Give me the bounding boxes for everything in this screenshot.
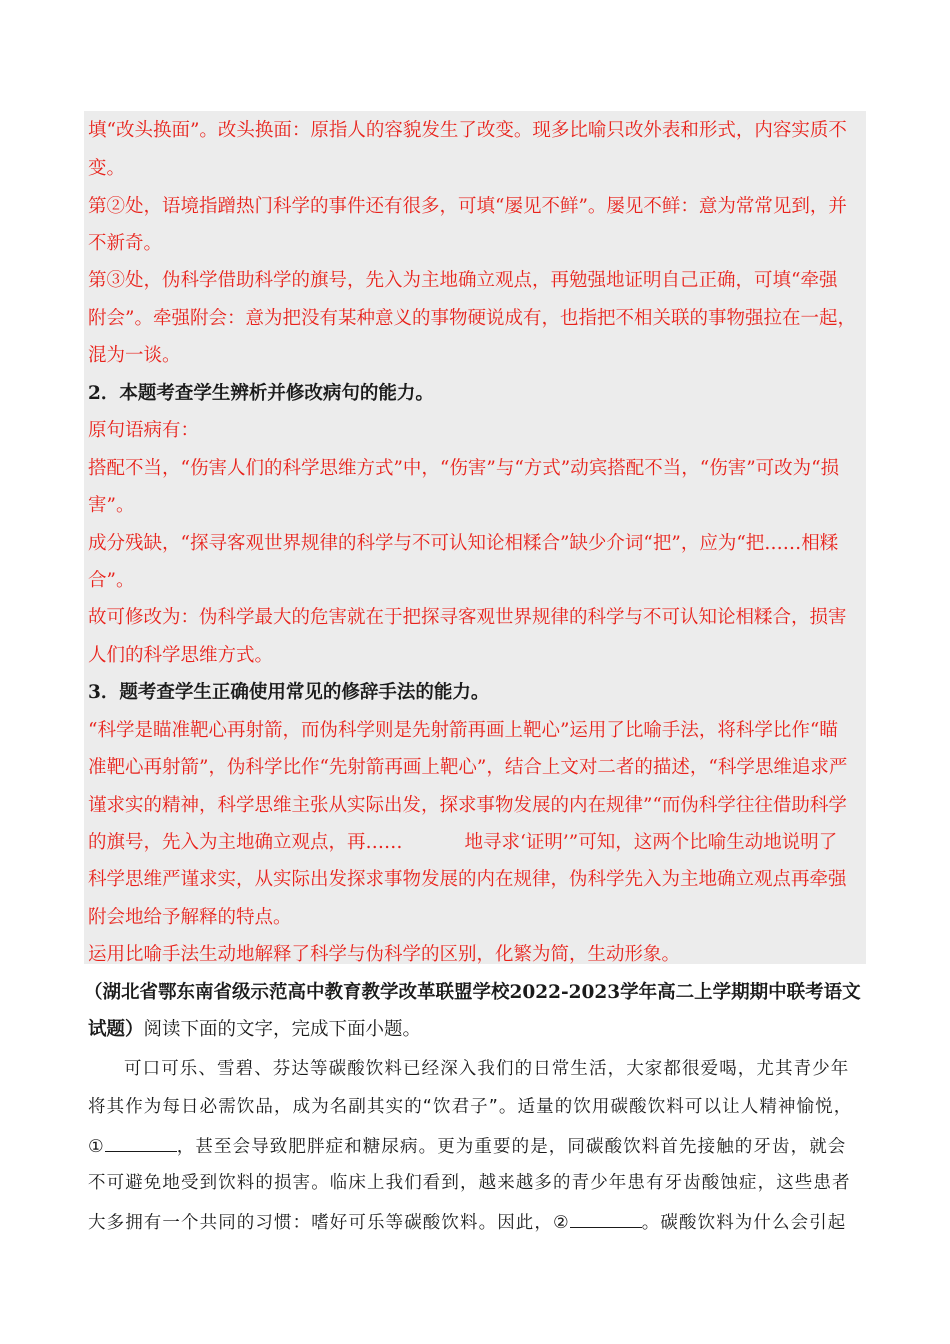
q3-analysis-line: 科学思维严谨求实，从实际出发探求事物发展的内在规律，伪科学先入为主地确立观点再牵强 — [88, 869, 847, 890]
instruction-text: 阅读下面的文字，完成下面小题。 — [143, 1019, 422, 1040]
q3-analysis-line: 谨求实的精神，科学思维主张从实际出发，探求事物发展的内在规律”“而伪科学往往借助科学 — [88, 795, 847, 816]
q2-analysis-line: 人们的科学思维方式。 — [88, 645, 274, 666]
q2-analysis-line: 害”。 — [88, 495, 135, 516]
q1-analysis-line: 填“改头换面”。改头换面：原指人的容貌发生了改变。现多比喻只改外表和形式，内容实质不 — [88, 120, 847, 141]
blank-marker-1: ① — [88, 1137, 105, 1157]
q1-analysis-line: 附会”。牵强附会：意为把没有某种意义的事物硬说成有，也指把不相关联的事物强拉在一起， — [88, 308, 856, 329]
passage-text: 。碳酸饮料为什么会引起 — [641, 1213, 847, 1233]
q2-analysis-line: 成分残缺，“探寻客观世界规律的科学与不可认知论相糅合”缺少介词“把”，应为“把……相糅 — [88, 533, 839, 554]
q1-analysis-line: 不新奇。 — [88, 233, 163, 254]
q3-analysis-line — [88, 831, 837, 855]
q1-analysis-line: 第③处，伪科学借助科学的旗号，先入为主地确立观点，再勉强地证明自己正确，可填“牵强 — [88, 270, 838, 291]
q1-analysis-line: 第②处，语境指蹭热门科学的事件还有很多，可填“屡见不鲜”。屡见不鲜：意为常常见到，并 — [88, 196, 847, 217]
passage-line — [88, 1133, 846, 1159]
q1-analysis-line: 混为一谈。 — [88, 345, 181, 366]
fill-blank-2[interactable] — [570, 1209, 642, 1228]
question-instruction — [88, 1018, 421, 1042]
passage-line: 可口可乐、雪碧、芬达等碳酸饮料已经深入我们的日常生活，大家都很爱喝，尤其青少年 — [124, 1059, 850, 1079]
q2-heading: 2．本题考查学生辨析并修改病句的能力。 — [88, 383, 434, 404]
q2-analysis-line: 合”。 — [88, 570, 135, 591]
passage-text: ，甚至会导致肥胖症和糖尿病。更为重要的是，同碳酸饮料首先接触的牙齿，就会 — [176, 1137, 847, 1157]
q1-analysis-line: 变。 — [88, 158, 126, 179]
q3-analysis-line: 准靶心再射箭”，伪科学比作“先射箭再画上靶心”，结合上文对二者的描述，“科学思维追求严 — [88, 757, 848, 778]
passage-text: 大多拥有一个共同的习惯：嗜好可乐等碳酸饮料。因此， — [88, 1213, 553, 1233]
blank-marker-2: ② — [553, 1213, 570, 1233]
q3-text-segment: 地寻求‘证明’”可知，这两个比喻生动地说明了 — [464, 832, 838, 853]
question-source: （湖北省鄂东南省级示范高中教育教学改革联盟学校2022-2023学年高二上学期期中联考语文 — [84, 982, 861, 1003]
q3-analysis-line: “科学是瞄准靶心再射箭，而伪科学则是先射箭再画上靶心”运用了比喻手法，将科学比作“瞄 — [88, 720, 838, 741]
q3-analysis-line: 运用比喻手法生动地解释了科学与伪科学的区别，化繁为简，生动形象。 — [88, 944, 681, 965]
passage-line: 将其作为每日必需饮品，成为名副其实的“饮君子”。适量的饮用碳酸饮料可以让人精神愉悦， — [88, 1097, 853, 1117]
passage-line: 不可避免地受到饮料的损害。临床上我们看到，越来越多的青少年患有牙齿酸蚀症，这些患者 — [88, 1173, 851, 1193]
q2-analysis-line: 原句语病有： — [88, 420, 200, 441]
passage-line — [88, 1209, 846, 1235]
fill-blank-1[interactable] — [105, 1133, 177, 1152]
q2-analysis-line: 搭配不当，“伤害人们的科学思维方式”中，“伤害”与“方式”动宾搭配不当，“伤害”可改为“损 — [88, 458, 840, 479]
q3-heading: 3．题考查学生正确使用常见的修辞手法的能力。 — [88, 682, 490, 703]
question-source-end: 试题） — [88, 1019, 144, 1040]
q2-analysis-line: 故可修改为：伪科学最大的危害就在于把探寻客观世界规律的科学与不可认知论相糅合，损害 — [88, 607, 847, 628]
q3-text-segment: 的旗号，先入为主地确立观点，再…… — [88, 832, 403, 853]
q3-analysis-line: 附会地给予解释的特点。 — [88, 907, 292, 928]
